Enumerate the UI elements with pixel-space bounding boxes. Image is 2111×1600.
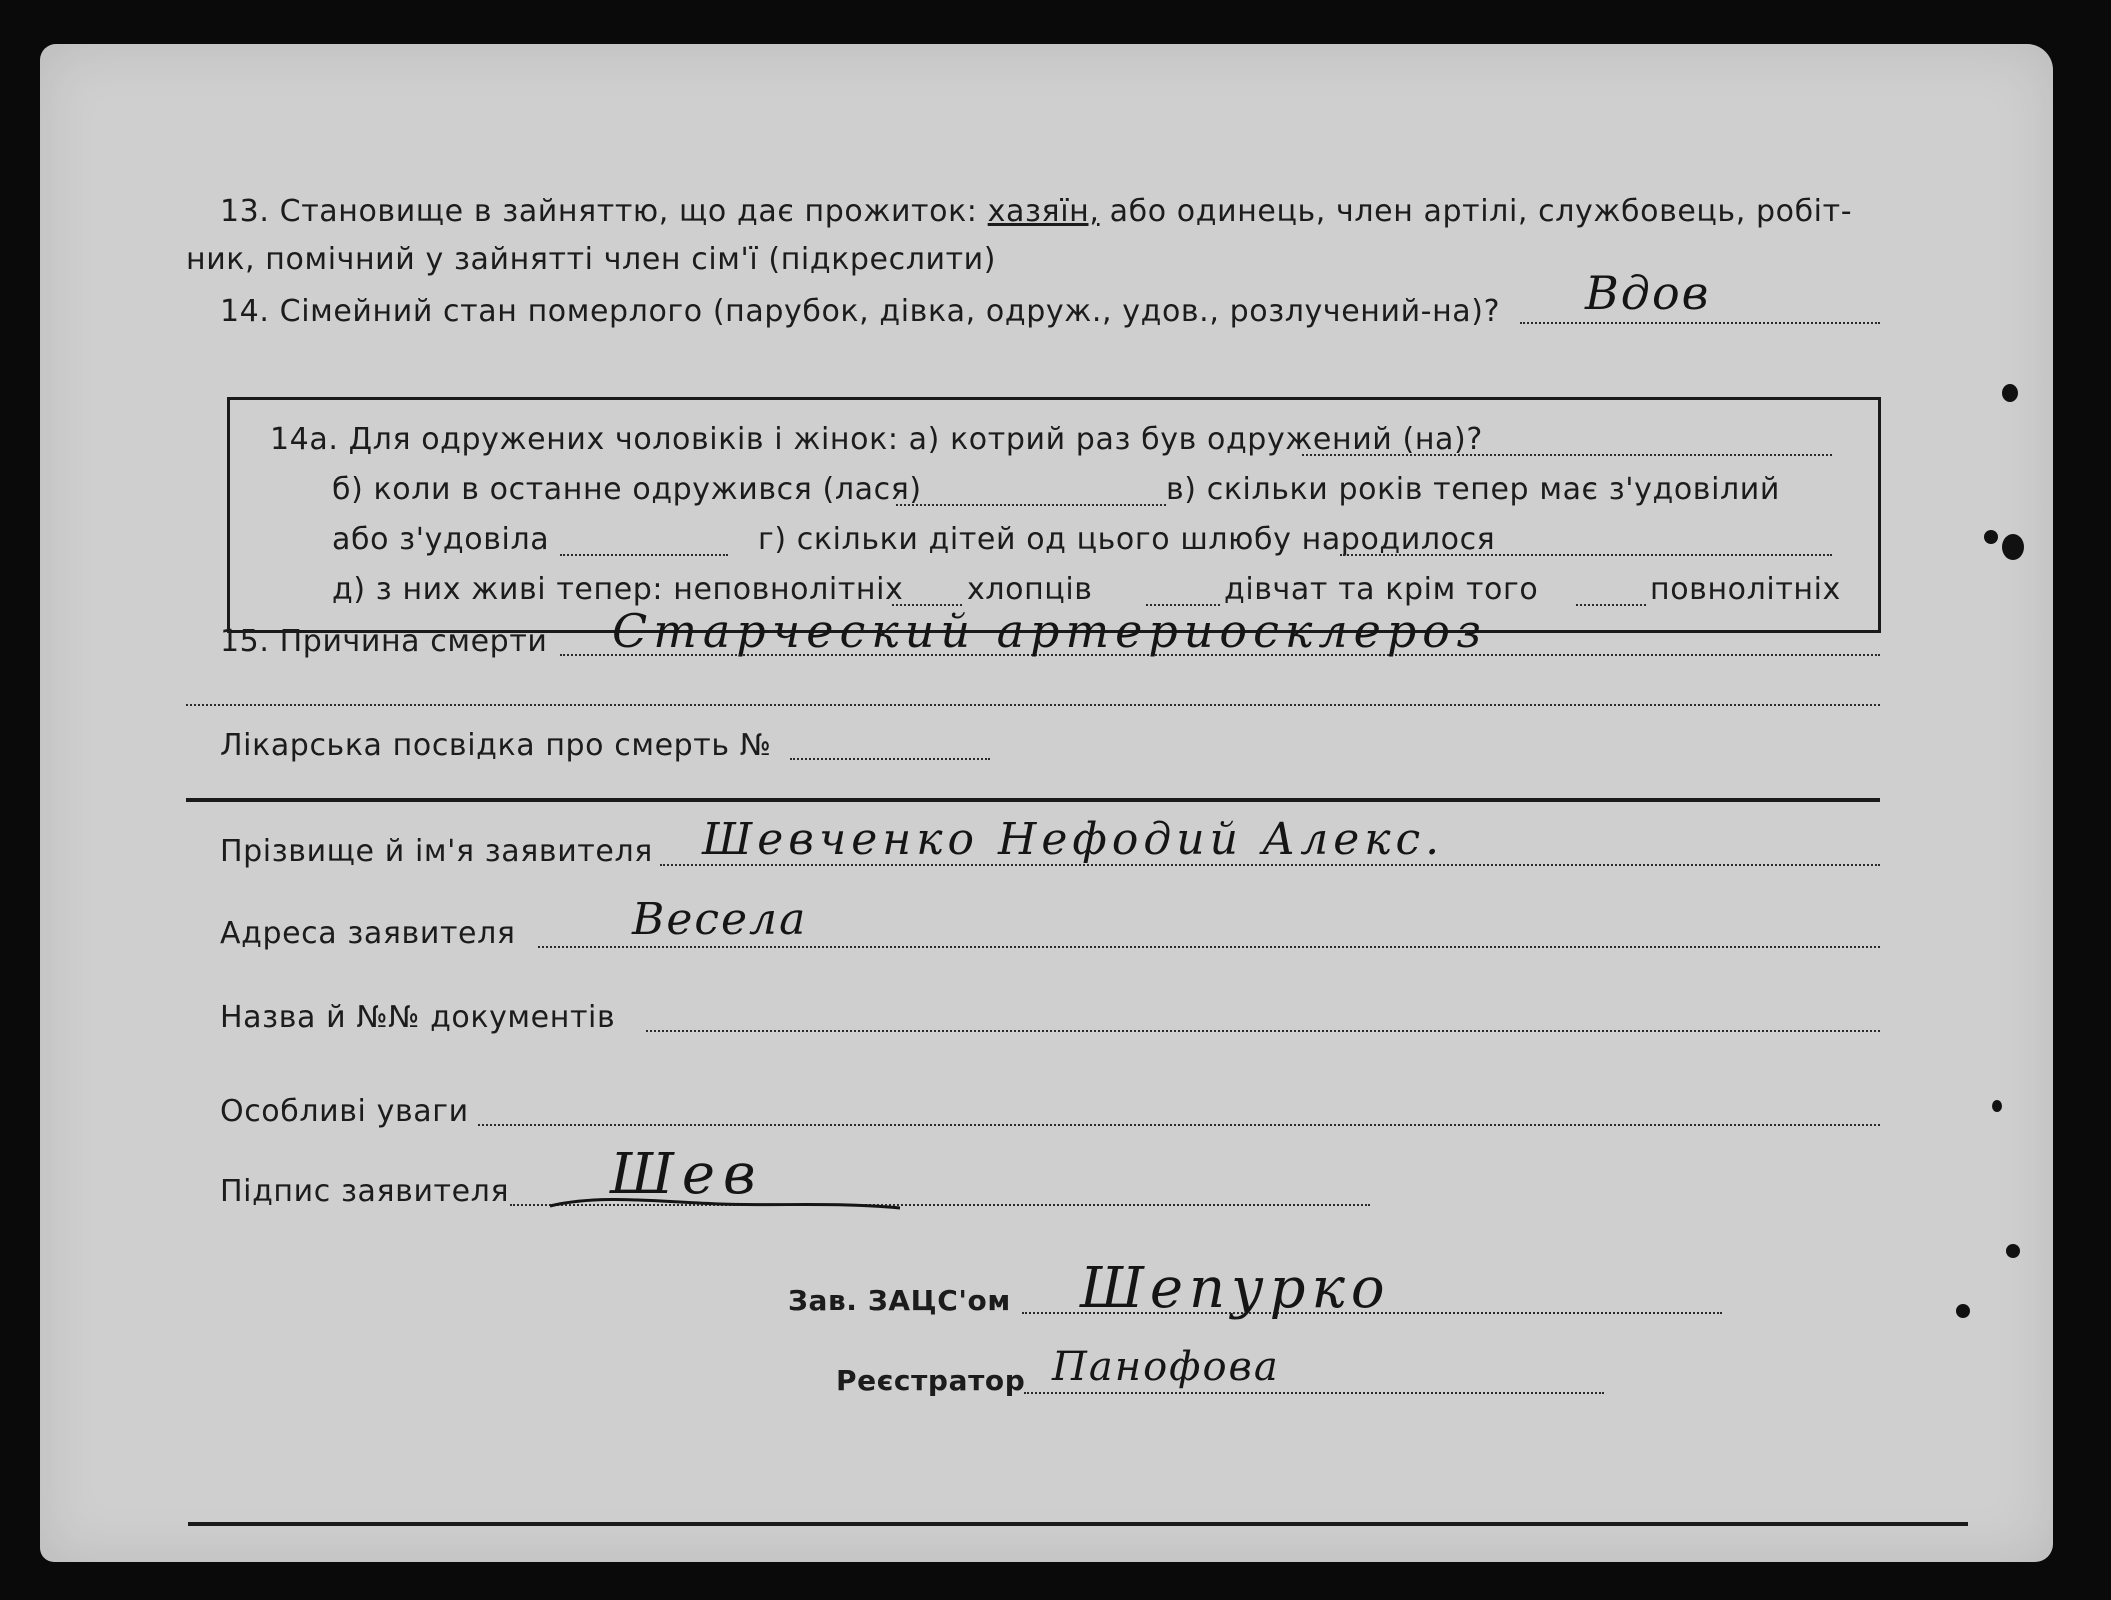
q14a-line4a: д) з них живі тепер: неповнолітніх <box>332 572 904 607</box>
medical-label: Лікарська посвідка про смерть № <box>220 728 772 763</box>
head-signature: Шепурко <box>1080 1256 1391 1321</box>
punch-hole-mark <box>2002 384 2018 402</box>
applicant-signature-flourish <box>540 1144 920 1224</box>
q14a-box <box>227 397 1881 633</box>
registrar-signature: Панофова <box>1052 1344 1280 1390</box>
applicant-name-label: Прізвище й ім'я заявителя <box>220 834 653 869</box>
section-divider <box>186 798 1880 802</box>
punch-hole-mark <box>2006 1244 2020 1258</box>
head-label: Зав. ЗАЦС'ом <box>788 1284 1011 1317</box>
q14a-line2-dots <box>896 504 1166 506</box>
q14a-line4d: повнолітніх <box>1650 572 1841 607</box>
applicant-address-value: Весела <box>632 894 808 945</box>
q15-answer: Старческий артериосклероз <box>612 604 1488 658</box>
q15-answer-line2 <box>186 704 1880 706</box>
documents-line <box>646 1030 1880 1032</box>
q13-line2: ник, помічний у зайнятті член сім'ї (підкреслити) <box>186 242 997 277</box>
q13-underlined-choice: хазяїн, <box>987 194 1100 229</box>
applicant-address-line <box>538 946 1880 948</box>
q14a-line3b: г) скільки дітей од цього шлюбу народилося <box>758 522 1496 557</box>
notes-line <box>478 1124 1880 1126</box>
signature-label: Підпис заявителя <box>220 1174 510 1209</box>
q14-label: 14. Сімейний стан померлого (парубок, дівка, одруж., удов., розлучений-на)? <box>220 294 1501 329</box>
q14a-line4b: хлопців <box>967 572 1093 607</box>
punch-hole-mark <box>2002 534 2024 560</box>
q13-text-after: або одинець, член артілі, службовець, робіт- <box>1109 194 1853 229</box>
q13-line1 <box>220 194 1852 229</box>
q14a-line3-dots2 <box>1340 554 1832 556</box>
punch-hole-mark <box>1956 1304 1970 1318</box>
applicant-name-value: Шевченко Нефодий Алекс. <box>702 814 1445 865</box>
punch-hole-mark <box>1984 530 1998 544</box>
q13-text-before: Становище в зайняттю, що дає прожиток: <box>279 194 978 229</box>
applicant-signature: Шев <box>610 1142 764 1207</box>
registrar-signature-line <box>1024 1392 1604 1394</box>
q14a-line4c: дівчат та крім того <box>1224 572 1539 607</box>
applicant-address-label: Адреса заявителя <box>220 916 516 951</box>
q14a-line2a: б) коли в останне одружився (лася) <box>332 472 922 507</box>
q14a-line3a: або з'удовіла <box>332 522 550 557</box>
q15-label: 15. Причина смерти <box>220 624 548 659</box>
q14-answer: Вдов <box>1585 266 1711 320</box>
q14-answer-line <box>1520 322 1880 324</box>
documents-label: Назва й №№ документів <box>220 1000 616 1035</box>
medical-number-line <box>790 758 990 760</box>
punch-hole-mark <box>1992 1100 2002 1112</box>
bottom-rule <box>188 1522 1968 1526</box>
q14a-line2b: в) скільки років тепер має з'удовілий <box>1166 472 1780 507</box>
q13-number: 13. <box>220 194 270 229</box>
registrar-label: Реєстратор <box>836 1364 1026 1397</box>
q14a-line4-dots3 <box>1576 604 1646 606</box>
document-card <box>40 44 2053 1562</box>
q14a-line1-dots <box>1302 454 1832 456</box>
q14a-line3-dots1 <box>560 554 728 556</box>
q14a-line1: 14а. Для одружених чоловіків і жінок: а) котрий раз був одружений (на)? <box>270 422 1483 457</box>
notes-label: Особливі уваги <box>220 1094 469 1129</box>
